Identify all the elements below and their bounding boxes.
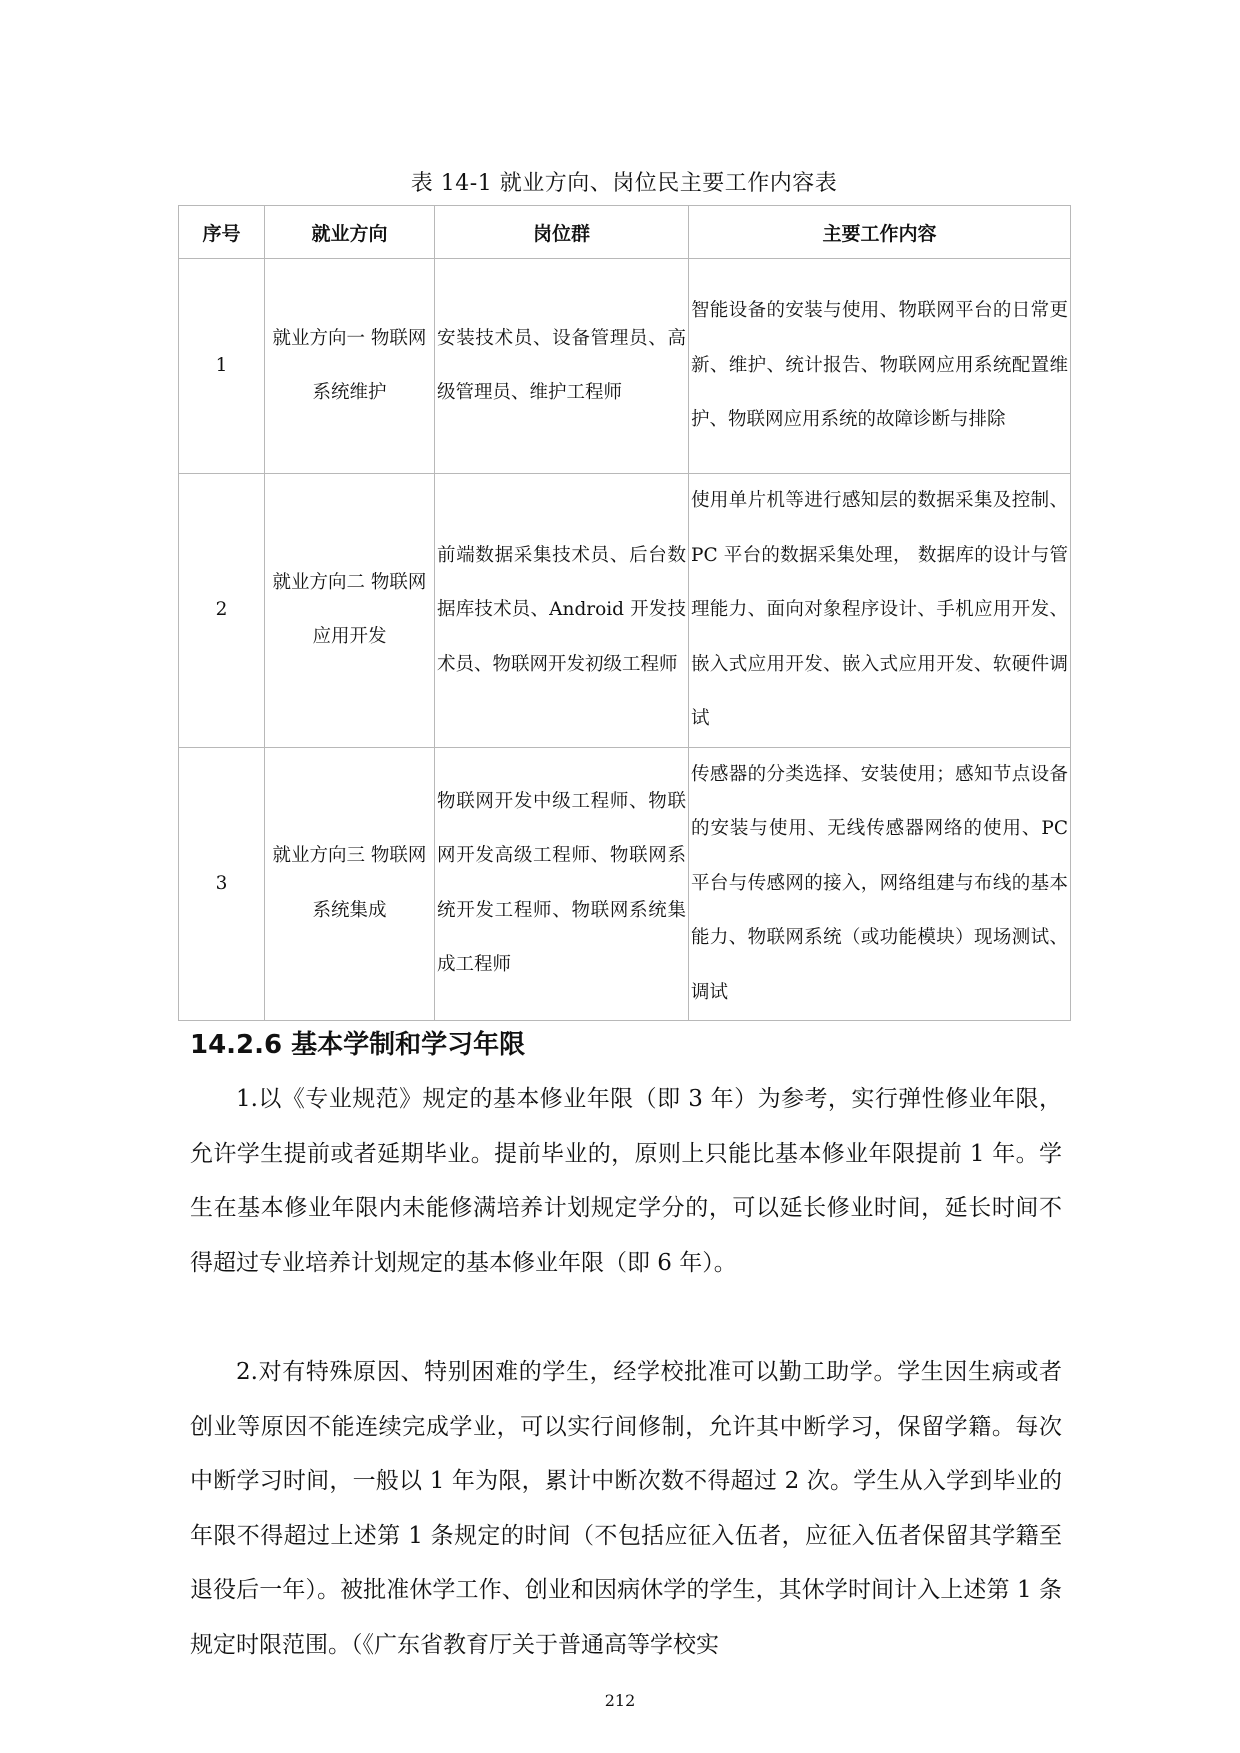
paragraph-2: 2.对有特殊原因、特别困难的学生，经学校批准可以勤工助学。学生因生病或者创业等原因不能连续完成学业，可以实行间修制，允许其中断学习，保留学籍。每次中断学习时间，一般以 1 年为限，累计中断次数不得超过 2 次。学生从入学到毕业的年限不得超过上述第 1 条规定的时间（不包括应征入伍者，应征入伍者保留其学籍至退役后一年）。被批准休学工作、创业和因病休学的学生，其休学时间计入上述第 1 条规定时限范围。（《广东省教育厅关于普通高等学校实 bbox=[190, 1359, 1062, 1658]
table-caption: 表 14-1 就业方向、岗位民主要工作内容表 bbox=[410, 171, 838, 196]
paragraph-1: 1.以《专业规范》规定的基本修业年限（即 3 年）为参考，实行弹性修业年限，允许学生提前或者延期毕业。提前毕业的，原则上只能比基本修业年限提前 1 年。学生在基本修业年限内未能修满培养计划规定学分的，可以延长修业时间，延长时间不得超过专业培养计划规定的基本修业年限（即 6 年）。 bbox=[190, 1086, 1062, 1276]
cell-no: 2 bbox=[179, 474, 265, 748]
cell-direction: 就业方向三 物联网系统集成 bbox=[265, 747, 435, 1021]
table-row bbox=[179, 747, 1071, 1021]
cell-work: 智能设备的安装与使用、物联网平台的日常更新、维护、统计报告、物联网应用系统配置维护、物联网应用系统的故障诊断与排除 bbox=[689, 259, 1071, 474]
cell-no: 3 bbox=[179, 747, 265, 1021]
cell-work: 传感器的分类选择、安装使用；感知节点设备的安装与使用、无线传感器网络的使用、PC 平台与传感网的接入，网络组建与布线的基本能力、物联网系统（或功能模块）现场测试、调试 bbox=[689, 747, 1071, 1021]
header-direction: 就业方向 bbox=[265, 206, 435, 259]
header-positions: 岗位群 bbox=[435, 206, 689, 259]
page-number: 212 bbox=[604, 1691, 636, 1710]
cell-direction: 就业方向一 物联网系统维护 bbox=[265, 259, 435, 474]
cell-positions: 安装技术员、设备管理员、高级管理员、维护工程师 bbox=[435, 259, 689, 474]
table-row bbox=[179, 259, 1071, 474]
section-heading: 14.2.6 基本学制和学习年限 bbox=[190, 1030, 526, 1060]
cell-work: 使用单片机等进行感知层的数据采集及控制、PC 平台的数据采集处理， 数据库的设计与管理能力、面向对象程序设计、手机应用开发、嵌入式应用开发、嵌入式应用开发、软硬件调试 bbox=[689, 474, 1071, 748]
cell-direction: 就业方向二 物联网应用开发 bbox=[265, 474, 435, 748]
table-row bbox=[179, 474, 1071, 748]
header-work: 主要工作内容 bbox=[689, 206, 1071, 259]
employment-table bbox=[178, 205, 1071, 1021]
header-no: 序号 bbox=[179, 206, 265, 259]
cell-positions: 前端数据采集技术员、后台数据库技术员、Android 开发技术员、物联网开发初级工程师 bbox=[435, 474, 689, 748]
table-header-row bbox=[179, 206, 1071, 259]
cell-positions: 物联网开发中级工程师、物联网开发高级工程师、物联网系统开发工程师、物联网系统集成工程师 bbox=[435, 747, 689, 1021]
cell-no: 1 bbox=[179, 259, 265, 474]
